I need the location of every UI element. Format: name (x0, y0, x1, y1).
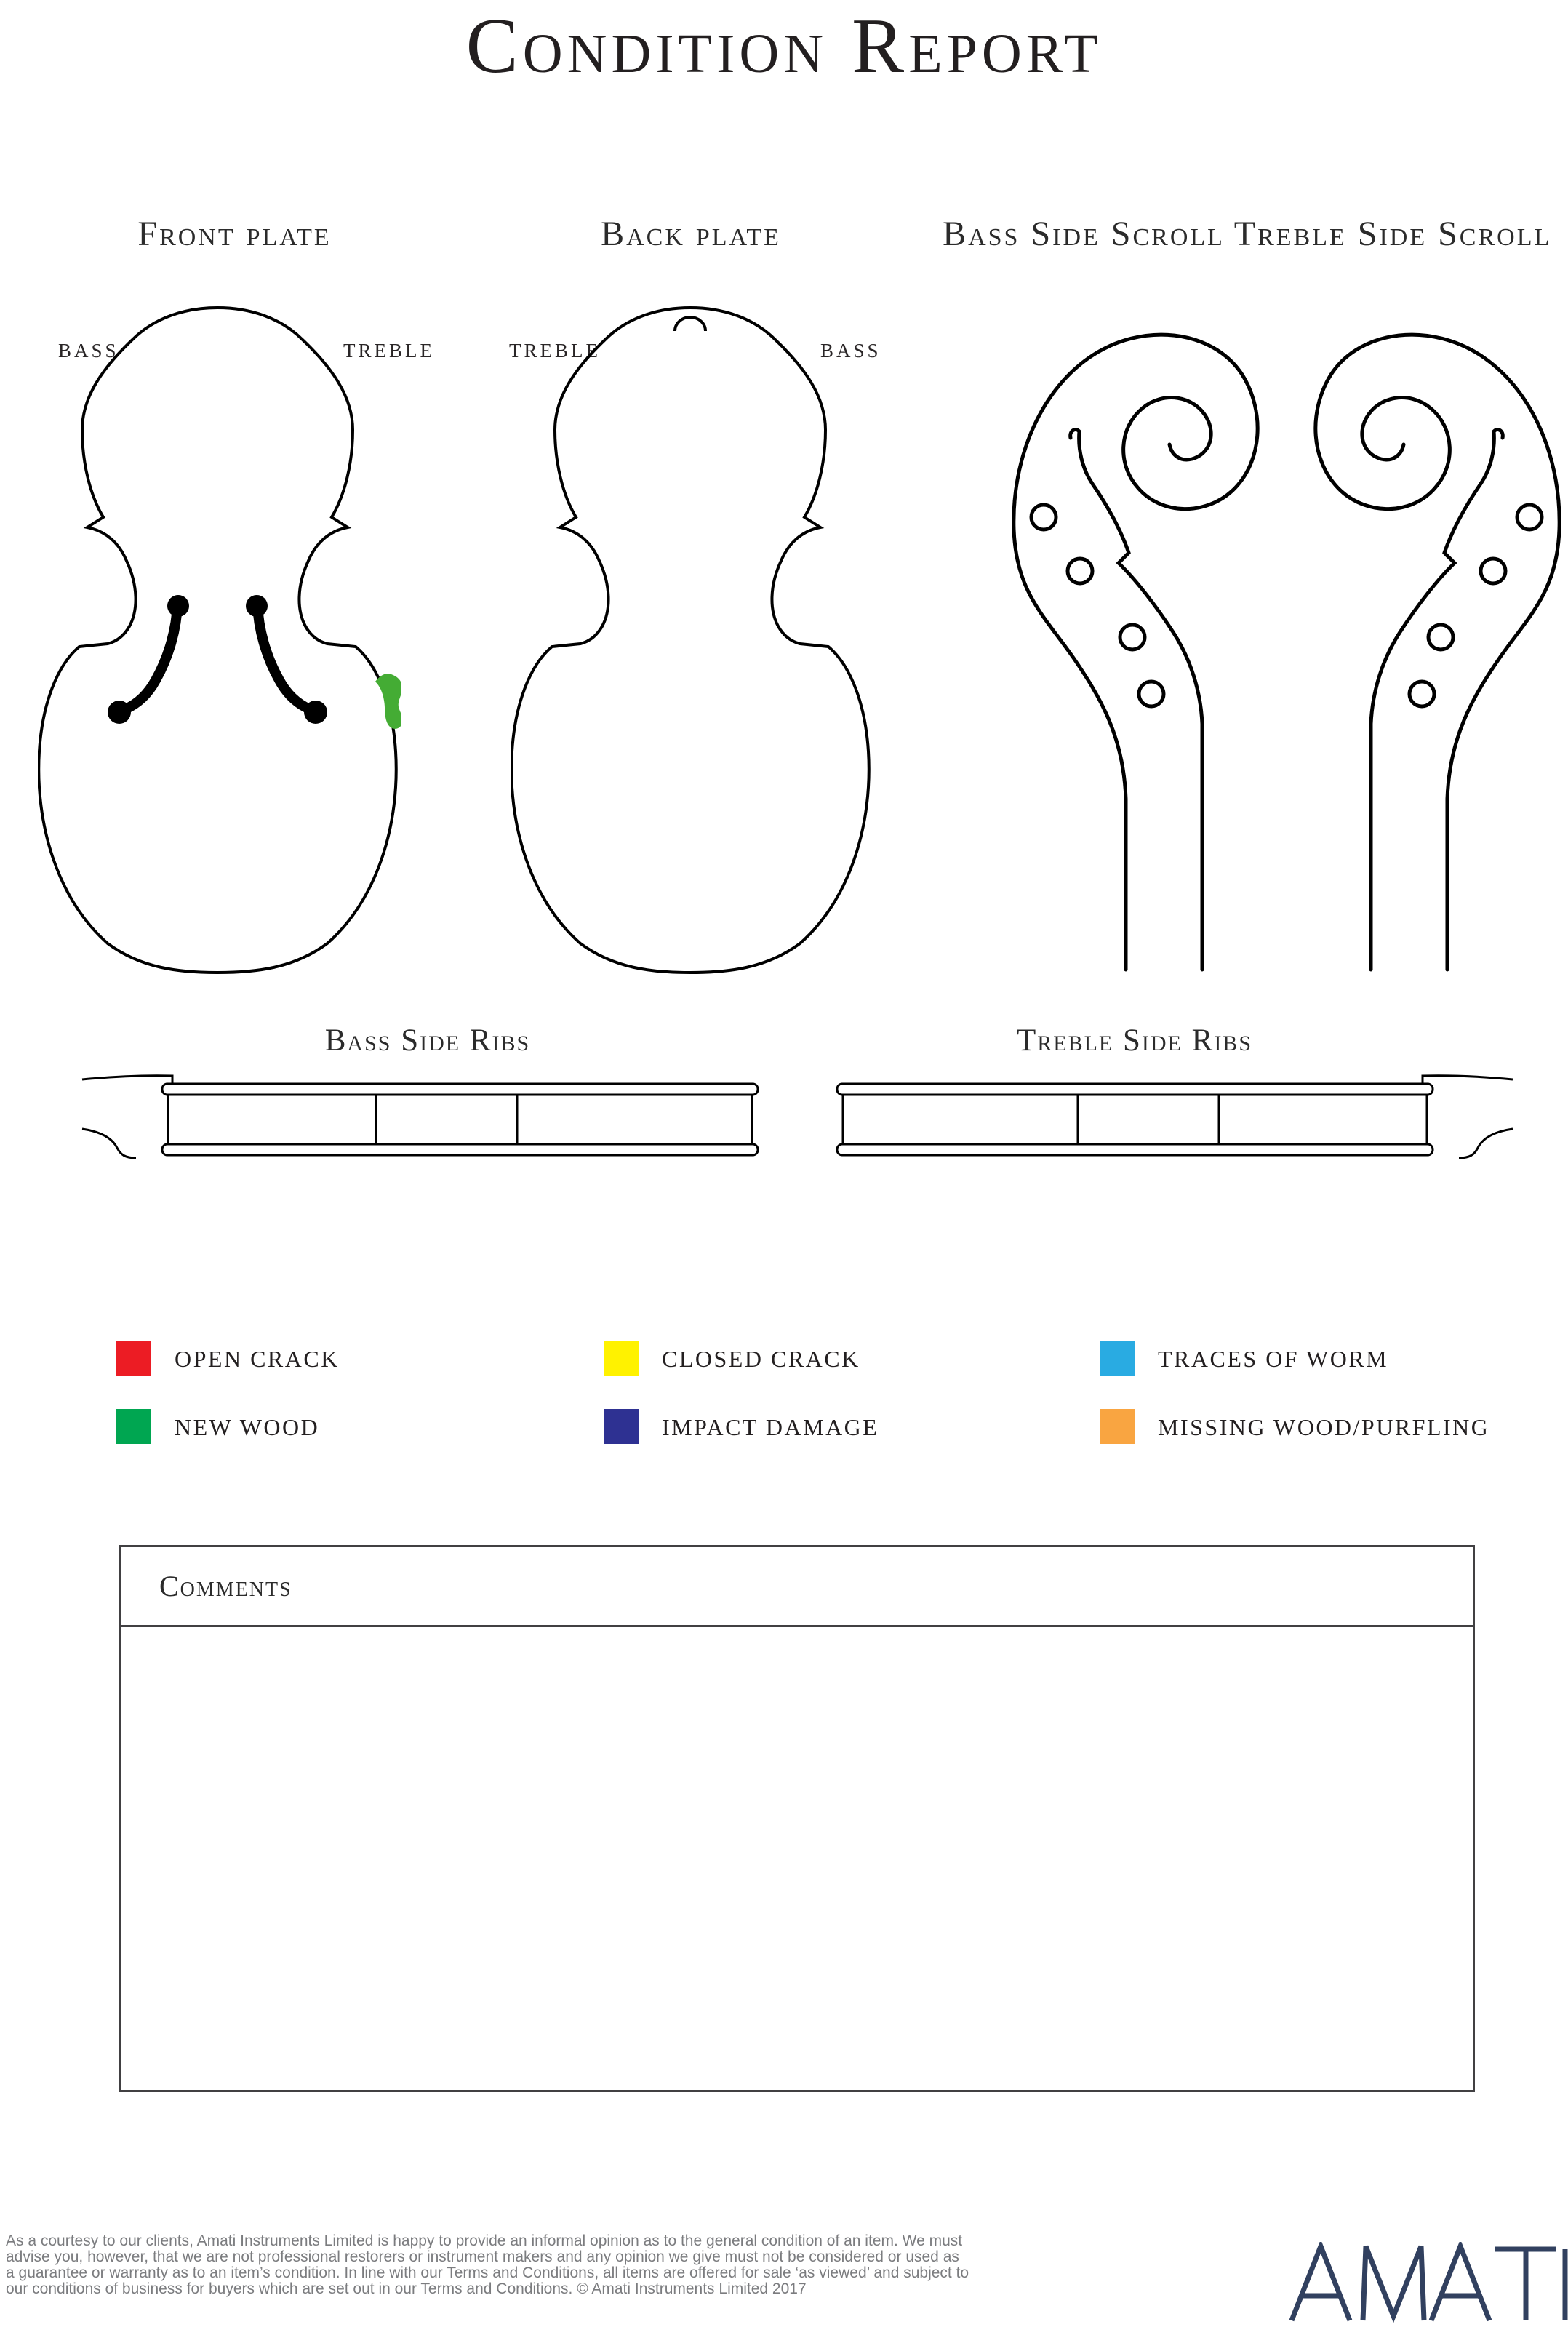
closed-crack-swatch (604, 1341, 639, 1376)
treble-side-scroll-diagram (1308, 290, 1566, 973)
bass-side-scroll-diagram (1007, 290, 1265, 973)
treble-side-ribs-diagram (820, 1063, 1519, 1163)
bass-side-scroll-header: Bass Side Scroll (943, 215, 1225, 253)
back-plate-header: Back plate (601, 215, 781, 253)
footer-line: our conditions of business for buyers which are set out in our Terms and Conditions. © Amati Instruments Limited 2017 (6, 2280, 807, 2297)
comments-box (119, 1545, 1475, 2092)
impact-damage-label: IMPACT DAMAGE (662, 1414, 879, 1440)
front-plate-diagram (38, 279, 401, 978)
front-plate-treble-label: TREBLE (343, 340, 435, 362)
back-plate-bass-label: BASS (820, 340, 881, 362)
amati-logo (1289, 2242, 1568, 2323)
bass-side-ribs-diagram (76, 1063, 775, 1163)
footer-disclaimer (6, 2233, 1169, 2297)
front-plate-bass-label: BASS (58, 340, 119, 362)
traces-of-worm-label: TRACES OF WORM (1158, 1346, 1389, 1372)
comments-header: Comments (121, 1547, 1473, 1627)
impact-damage-swatch (604, 1409, 639, 1444)
closed-crack-label: CLOSED CRACK (662, 1346, 860, 1372)
new-wood-swatch (116, 1409, 151, 1444)
back-plate-treble-label: TREBLE (509, 340, 601, 362)
bass-side-ribs-header: Bass Side Ribs (324, 1023, 531, 1058)
footer-line: advise you, however, that we are not professional restorers or instrument makers and any opinion we give must not be considered or used as (6, 2248, 959, 2265)
front-plate-header: Front plate (137, 215, 332, 253)
treble-side-scroll-header: Treble Side Scroll (1233, 215, 1552, 253)
comments-input-area[interactable] (121, 1627, 1473, 2090)
open-crack-swatch (116, 1341, 151, 1376)
new-wood-label: NEW WOOD (175, 1414, 320, 1440)
missing-wood-purfling-label: MISSING WOOD/PURFLING (1158, 1414, 1490, 1440)
open-crack-label: OPEN CRACK (175, 1346, 340, 1372)
page-title: Condition Report (465, 3, 1103, 89)
back-plate-diagram (511, 279, 874, 978)
traces-of-worm-swatch (1100, 1341, 1135, 1376)
footer-line: a guarantee or warranty as to an item’s condition. In line with our Terms and Conditions, all items are offered for sale ‘as viewed’ and subject to (6, 2264, 969, 2281)
new-wood-mark (375, 674, 401, 729)
footer-line: As a courtesy to our clients, Amati Instruments Limited is happy to provide an informal opinion as to the general condition of an item. We must (6, 2232, 963, 2249)
missing-wood-purfling-swatch (1100, 1409, 1135, 1444)
treble-side-ribs-header: Treble Side Ribs (1016, 1023, 1253, 1058)
back-plate-button (675, 317, 705, 331)
